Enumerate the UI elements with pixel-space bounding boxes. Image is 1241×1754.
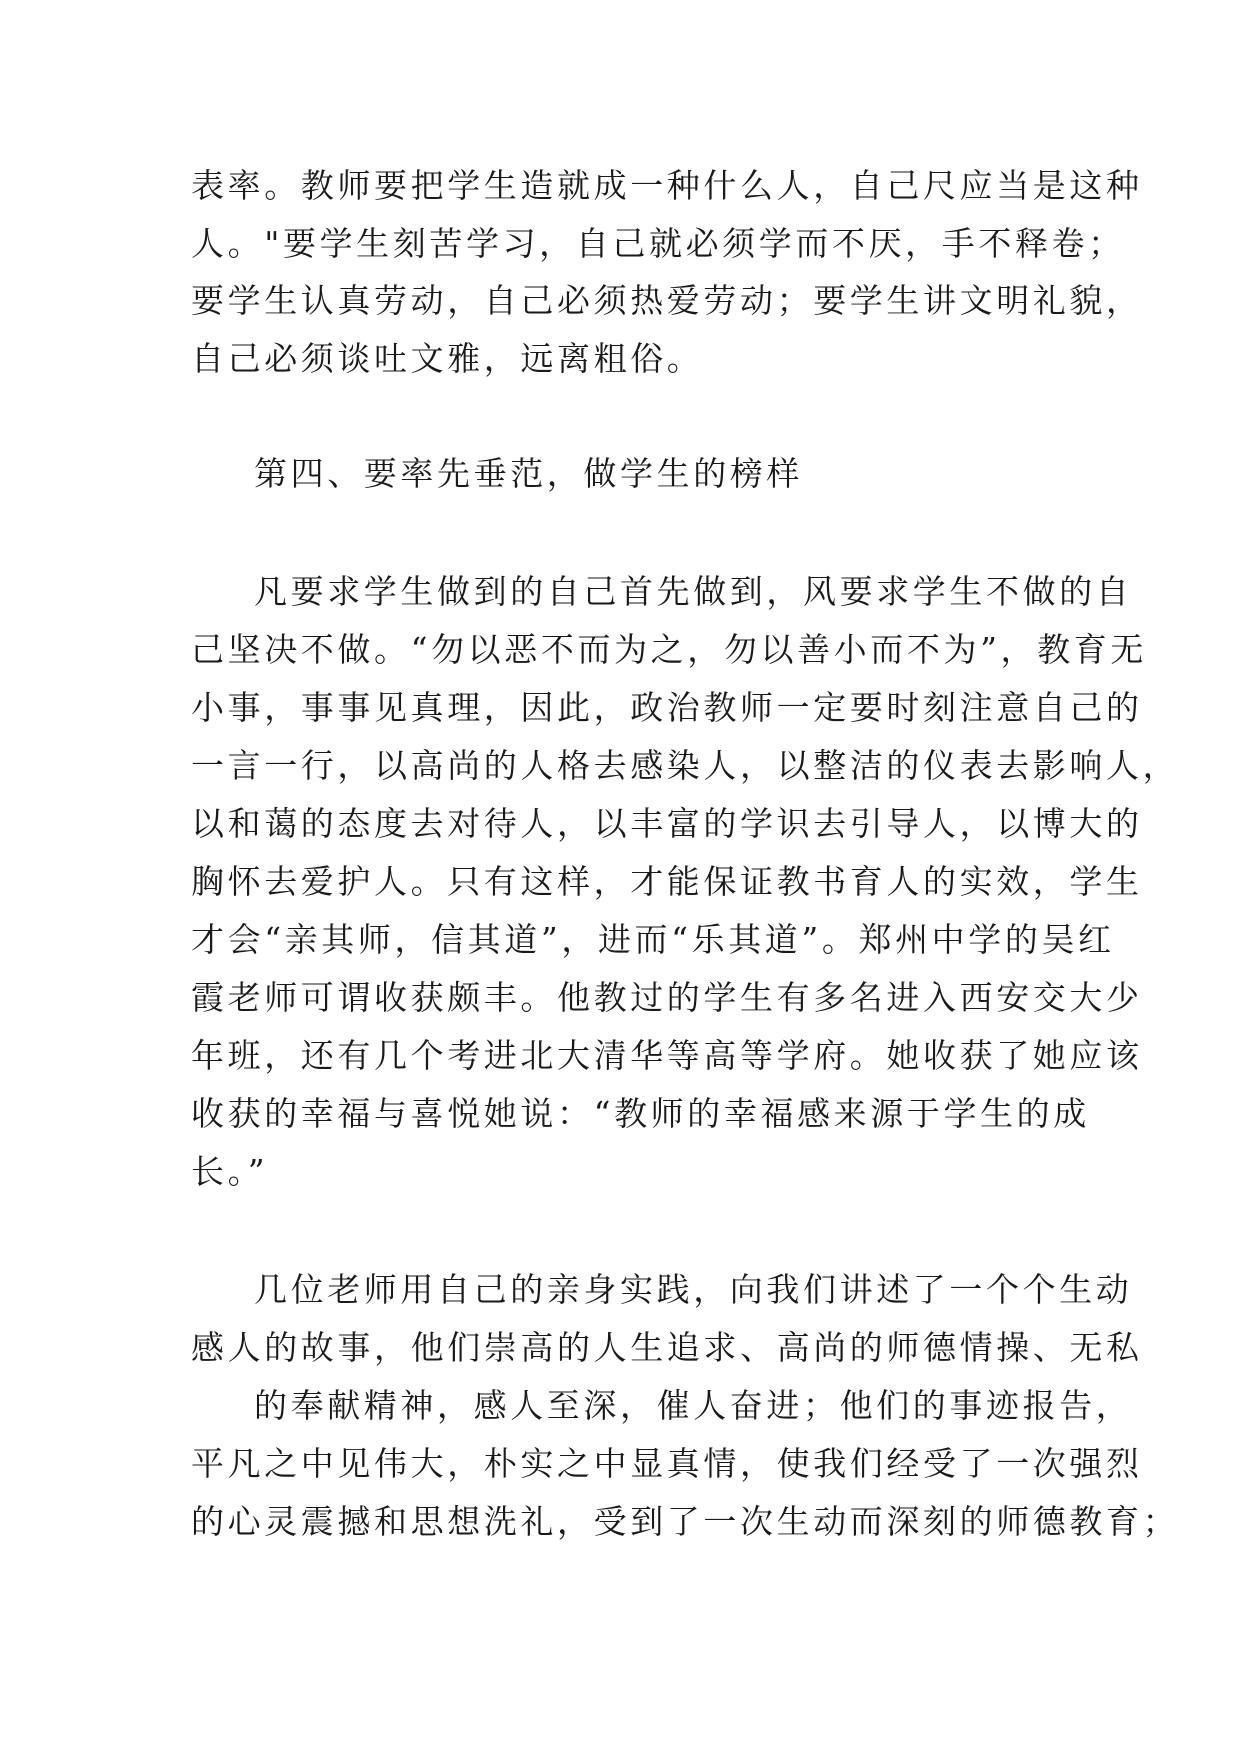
text-line: 霞老师可谓收获颇丰。他教过的学生有多名进入西安交大少 <box>191 978 1143 1017</box>
text-line: 小事，事事见真理，因此，政治教师一定要时刻注意自己的 <box>191 688 1143 727</box>
text-line: 的奉献精神，感人至深，催人奋进；他们的事迹报告， <box>254 1386 1133 1425</box>
text-line: 才会“亲其师，信其道”，进而“乐其道”。郑州中学的吴红 <box>191 920 1115 959</box>
text-line: 平凡之中见伟大，朴实之中显真情，使我们经受了一次强烈 <box>191 1444 1143 1483</box>
text-line: 的心灵震撼和思想洗礼，受到了一次生动而深刻的师德教育； <box>191 1502 1180 1541</box>
section-heading: 第四、要率先垂范，做学生的榜样 <box>254 454 803 493</box>
text-line: 以和蔼的态度去对待人，以丰富的学识去引导人，以博大的 <box>191 804 1143 843</box>
text-line: 感人的故事，他们崇高的人生追求、高尚的师德情操、无私 <box>191 1328 1143 1367</box>
text-line: 己坚决不做。“勿以恶不而为之，勿以善小而不为”，教育无 <box>191 630 1147 669</box>
text-line: 几位老师用自己的亲身实践，向我们讲述了一个个生动 <box>254 1270 1133 1309</box>
text-line: 收获的幸福与喜悦她说：“教师的幸福感来源于学生的成 <box>191 1094 1090 1133</box>
text-line: 凡要求学生做到的自己首先做到，风要求学生不做的自 <box>254 572 1133 611</box>
text-line: 胸怀去爱护人。只有这样，才能保证教书育人的实效，学生 <box>191 862 1143 901</box>
text-line: 自己必须谈吐文雅，远离粗俗。 <box>191 339 704 378</box>
text-line: 长。” <box>191 1152 269 1191</box>
text-line: 一言一行，以高尚的人格去感染人，以整洁的仪表去影响人， <box>191 746 1180 785</box>
text-line: 要学生认真劳动，自己必须热爱劳动；要学生讲文明礼貌， <box>191 281 1143 320</box>
text-line: 表率。教师要把学生造就成一种什么人，自己尺应当是这种 <box>191 166 1143 205</box>
text-line: 人。"要学生刻苦学习，自己就必须学而不厌，手不释卷； <box>191 224 1125 263</box>
text-line: 年班，还有几个考进北大清华等高等学府。她收获了她应该 <box>191 1036 1143 1075</box>
